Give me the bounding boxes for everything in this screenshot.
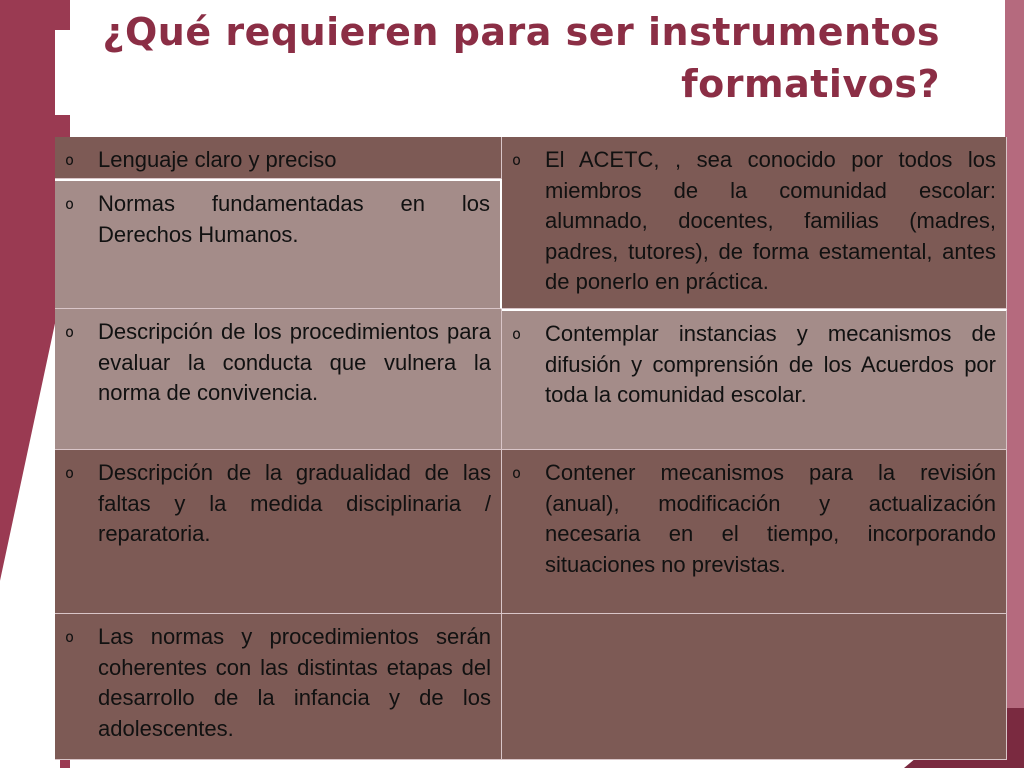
table-cell-right-3 xyxy=(502,309,1007,450)
bullet-circle-icon: o xyxy=(65,628,75,646)
cell-text: Lenguaje claro y preciso xyxy=(98,147,337,172)
cell-text: Normas fundamentadas en los Derechos Humanos. xyxy=(98,191,490,247)
table-cell-left-1 xyxy=(55,137,502,179)
cell-text: Descripción de los procedimientos para evaluar la conducta que vulnera la norma de convivencia. xyxy=(98,319,491,405)
table-cell-left-2 xyxy=(55,179,502,309)
bullet-circle-icon: o xyxy=(65,323,75,341)
list-item xyxy=(65,622,491,744)
bullet-circle-icon: o xyxy=(512,151,522,169)
table-cell-left-3 xyxy=(55,309,502,450)
requirements-table xyxy=(55,137,1007,760)
bullet-circle-icon: o xyxy=(512,464,522,482)
title-line-2: formativos? xyxy=(681,62,940,106)
bullet-circle-icon: o xyxy=(512,325,522,343)
cell-text: Las normas y procedimientos serán coherentes con las distintas etapas del desarrollo de la infancia y de los adolescentes. xyxy=(98,624,491,741)
table-cell-right-1 xyxy=(502,137,1007,309)
list-item xyxy=(512,319,996,411)
list-item xyxy=(512,458,996,580)
list-item xyxy=(65,145,491,176)
table-cell-right-4 xyxy=(502,450,1007,614)
table-cell-right-5-empty xyxy=(502,614,1007,760)
bullet-circle-icon: o xyxy=(65,464,75,482)
left-notch-decoration xyxy=(55,30,77,115)
list-item xyxy=(65,317,491,409)
list-item xyxy=(65,458,491,550)
bullet-circle-icon: o xyxy=(65,151,75,169)
bullet-circle-icon: o xyxy=(65,195,75,213)
table-cell-left-4 xyxy=(55,450,502,614)
slide-title xyxy=(90,6,940,110)
cell-text: Contener mecanismos para la revisión (anual), modificación y actualización necesaria en el tiempo, incorporando situaciones no previstas. xyxy=(545,460,996,577)
list-item xyxy=(65,189,490,250)
cell-text: Contemplar instancias y mecanismos de difusión y comprensión de los Acuerdos por toda la comunidad escolar. xyxy=(545,321,996,407)
title-line-1: ¿Qué requieren para ser instrumentos xyxy=(102,10,940,54)
cell-text: Descripción de la gradualidad de las faltas y la medida disciplinaria / reparatoria. xyxy=(98,460,491,546)
list-item xyxy=(512,145,996,298)
cell-text: El ACETC, , sea conocido por todos los miembros de la comunidad escolar: alumnado, docentes, familias (madres, padres, tutores), de forma estamental, antes de ponerlo en práctica. xyxy=(545,147,996,294)
table-cell-left-5 xyxy=(55,614,502,760)
